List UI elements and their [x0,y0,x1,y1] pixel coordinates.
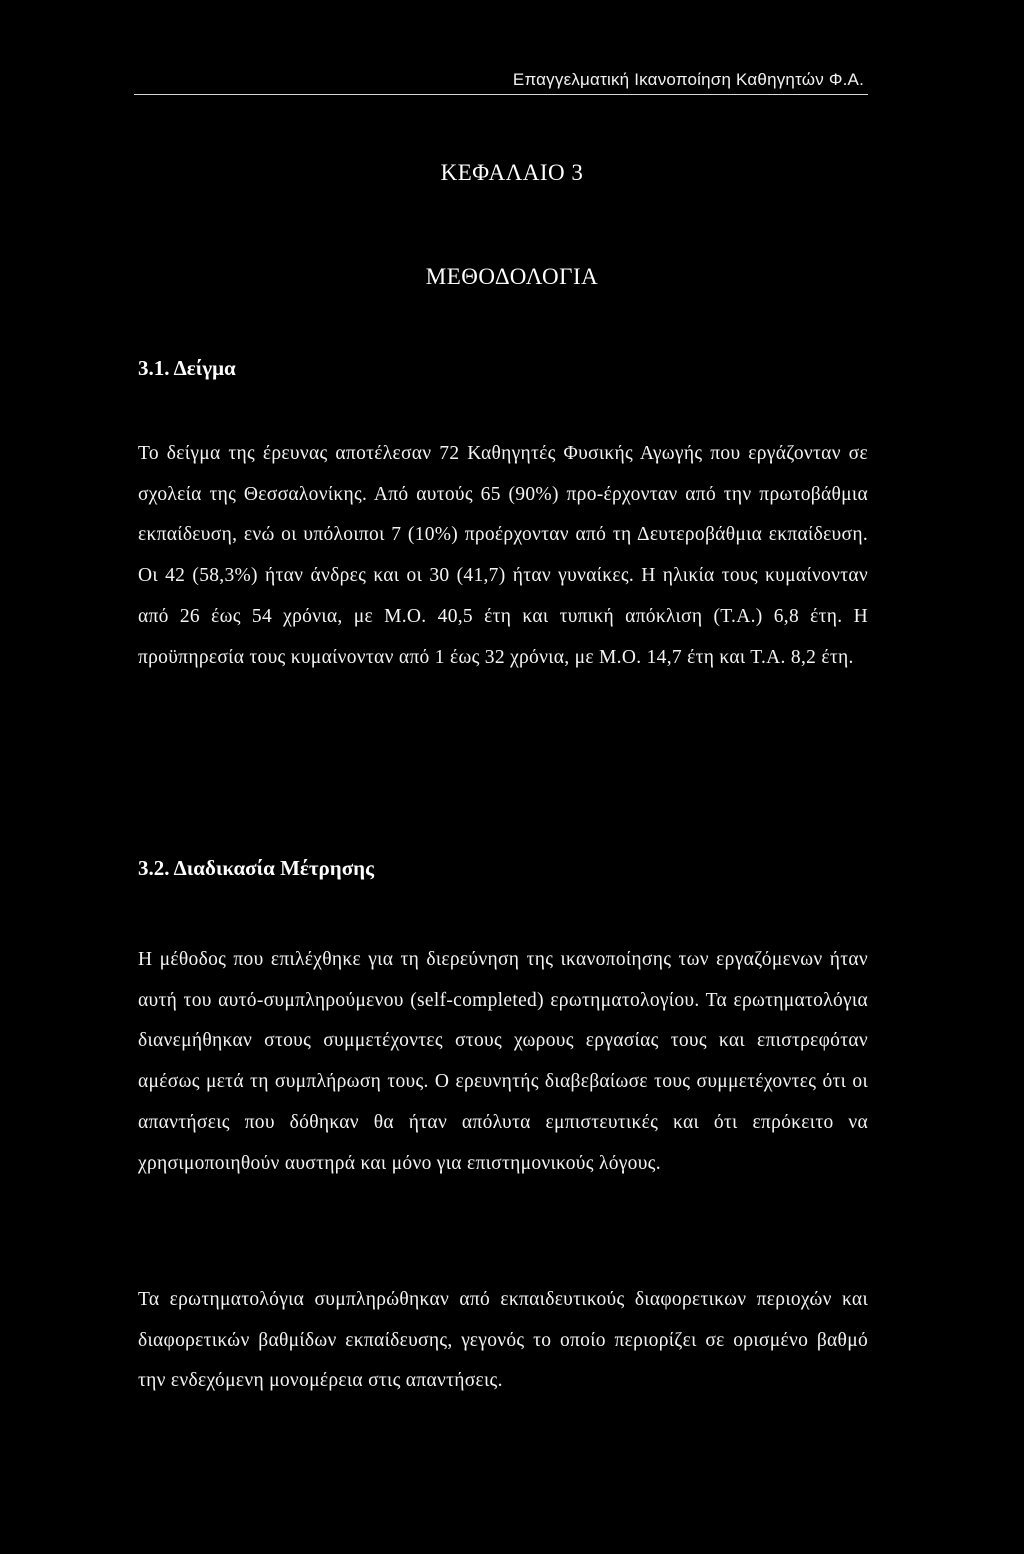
paragraph-measurement-method: Η μέθοδος που επιλέχθηκε για τη διερεύνηση της ικανοποίησης των εργαζόμενων ήταν αυτή του αυτό-συμπληρούμενου (self-completed) ερωτηματολογίου. Τα ερωτηματολόγια διανεμήθηκαν στους συμμετέχοντες στους χωρους εργασίας τους και επιστρεφόταν αμέσως μετά τη συμπλήρωση τους. Ο ερευνητής διαβεβαίωσε τους συμμετέχοντες ότι οι απαντήσεις που δόθηκαν θα ήταν απόλυτα εμπιστευτικές και ότι επρόκειτο να χρησιμοποιηθούν αυστηρά και μόνο για επιστημονικούς λόγους. [138,949,868,1174]
paragraph-sample: Το δείγμα της έρευνας αποτέλεσαν 72 Καθηγητές Φυσικής Αγωγής που εργάζονταν σε σχολεία της Θεσσαλονίκης. Από αυτούς 65 (90%) προ-έρχονταν από την πρωτοβάθμια εκπαίδευση, ενώ οι υπόλοιποι 7 (10%) προέρχονταν από τη Δευτεροβάθμια εκπαίδευση. Οι 42 (58,3%) ήταν άνδρες και οι 30 (41,7) ήταν γυναίκες. Η ηλικία τους κυμαίνονταν από 26 έως 54 χρόνια, με Μ.Ο. 40,5 έτη και τυπική απόκλιση (Τ.Α.) 6,8 έτη. Η προϋπηρεσία τους κυμαίνονταν από 1 έως 32 χρόνια, με Μ.Ο. 14,7 έτη και Τ.Α. 8,2 έτη. [138,443,868,668]
chapter-title: ΜΕΘΟΔΟΛΟΓΙΑ [425,264,599,289]
paragraph-questionnaire-coverage: Τα ερωτηματολόγια συμπληρώθηκαν από εκπαιδευτικούς διαφορετικων περιοχών και διαφορετικών βαθμίδων εκπαίδευσης, γεγονός το οποίο περιορίζει σε ορισμένο βαθμό την ενδεχόμενη μονομέρεια στις απαντήσεις. [138,1289,868,1392]
header-rule [134,94,868,95]
section-heading-sample: 3.1. Δείγμα [138,356,236,380]
section-heading-measurement-procedure: 3.2. Διαδικασία Μέτρησης [138,856,374,880]
running-header: Επαγγελματική Ικανοποίηση Καθηγητών Φ.Α. [512,70,864,89]
chapter-number: ΚΕΦΑΛΑΙΟ 3 [440,160,584,185]
